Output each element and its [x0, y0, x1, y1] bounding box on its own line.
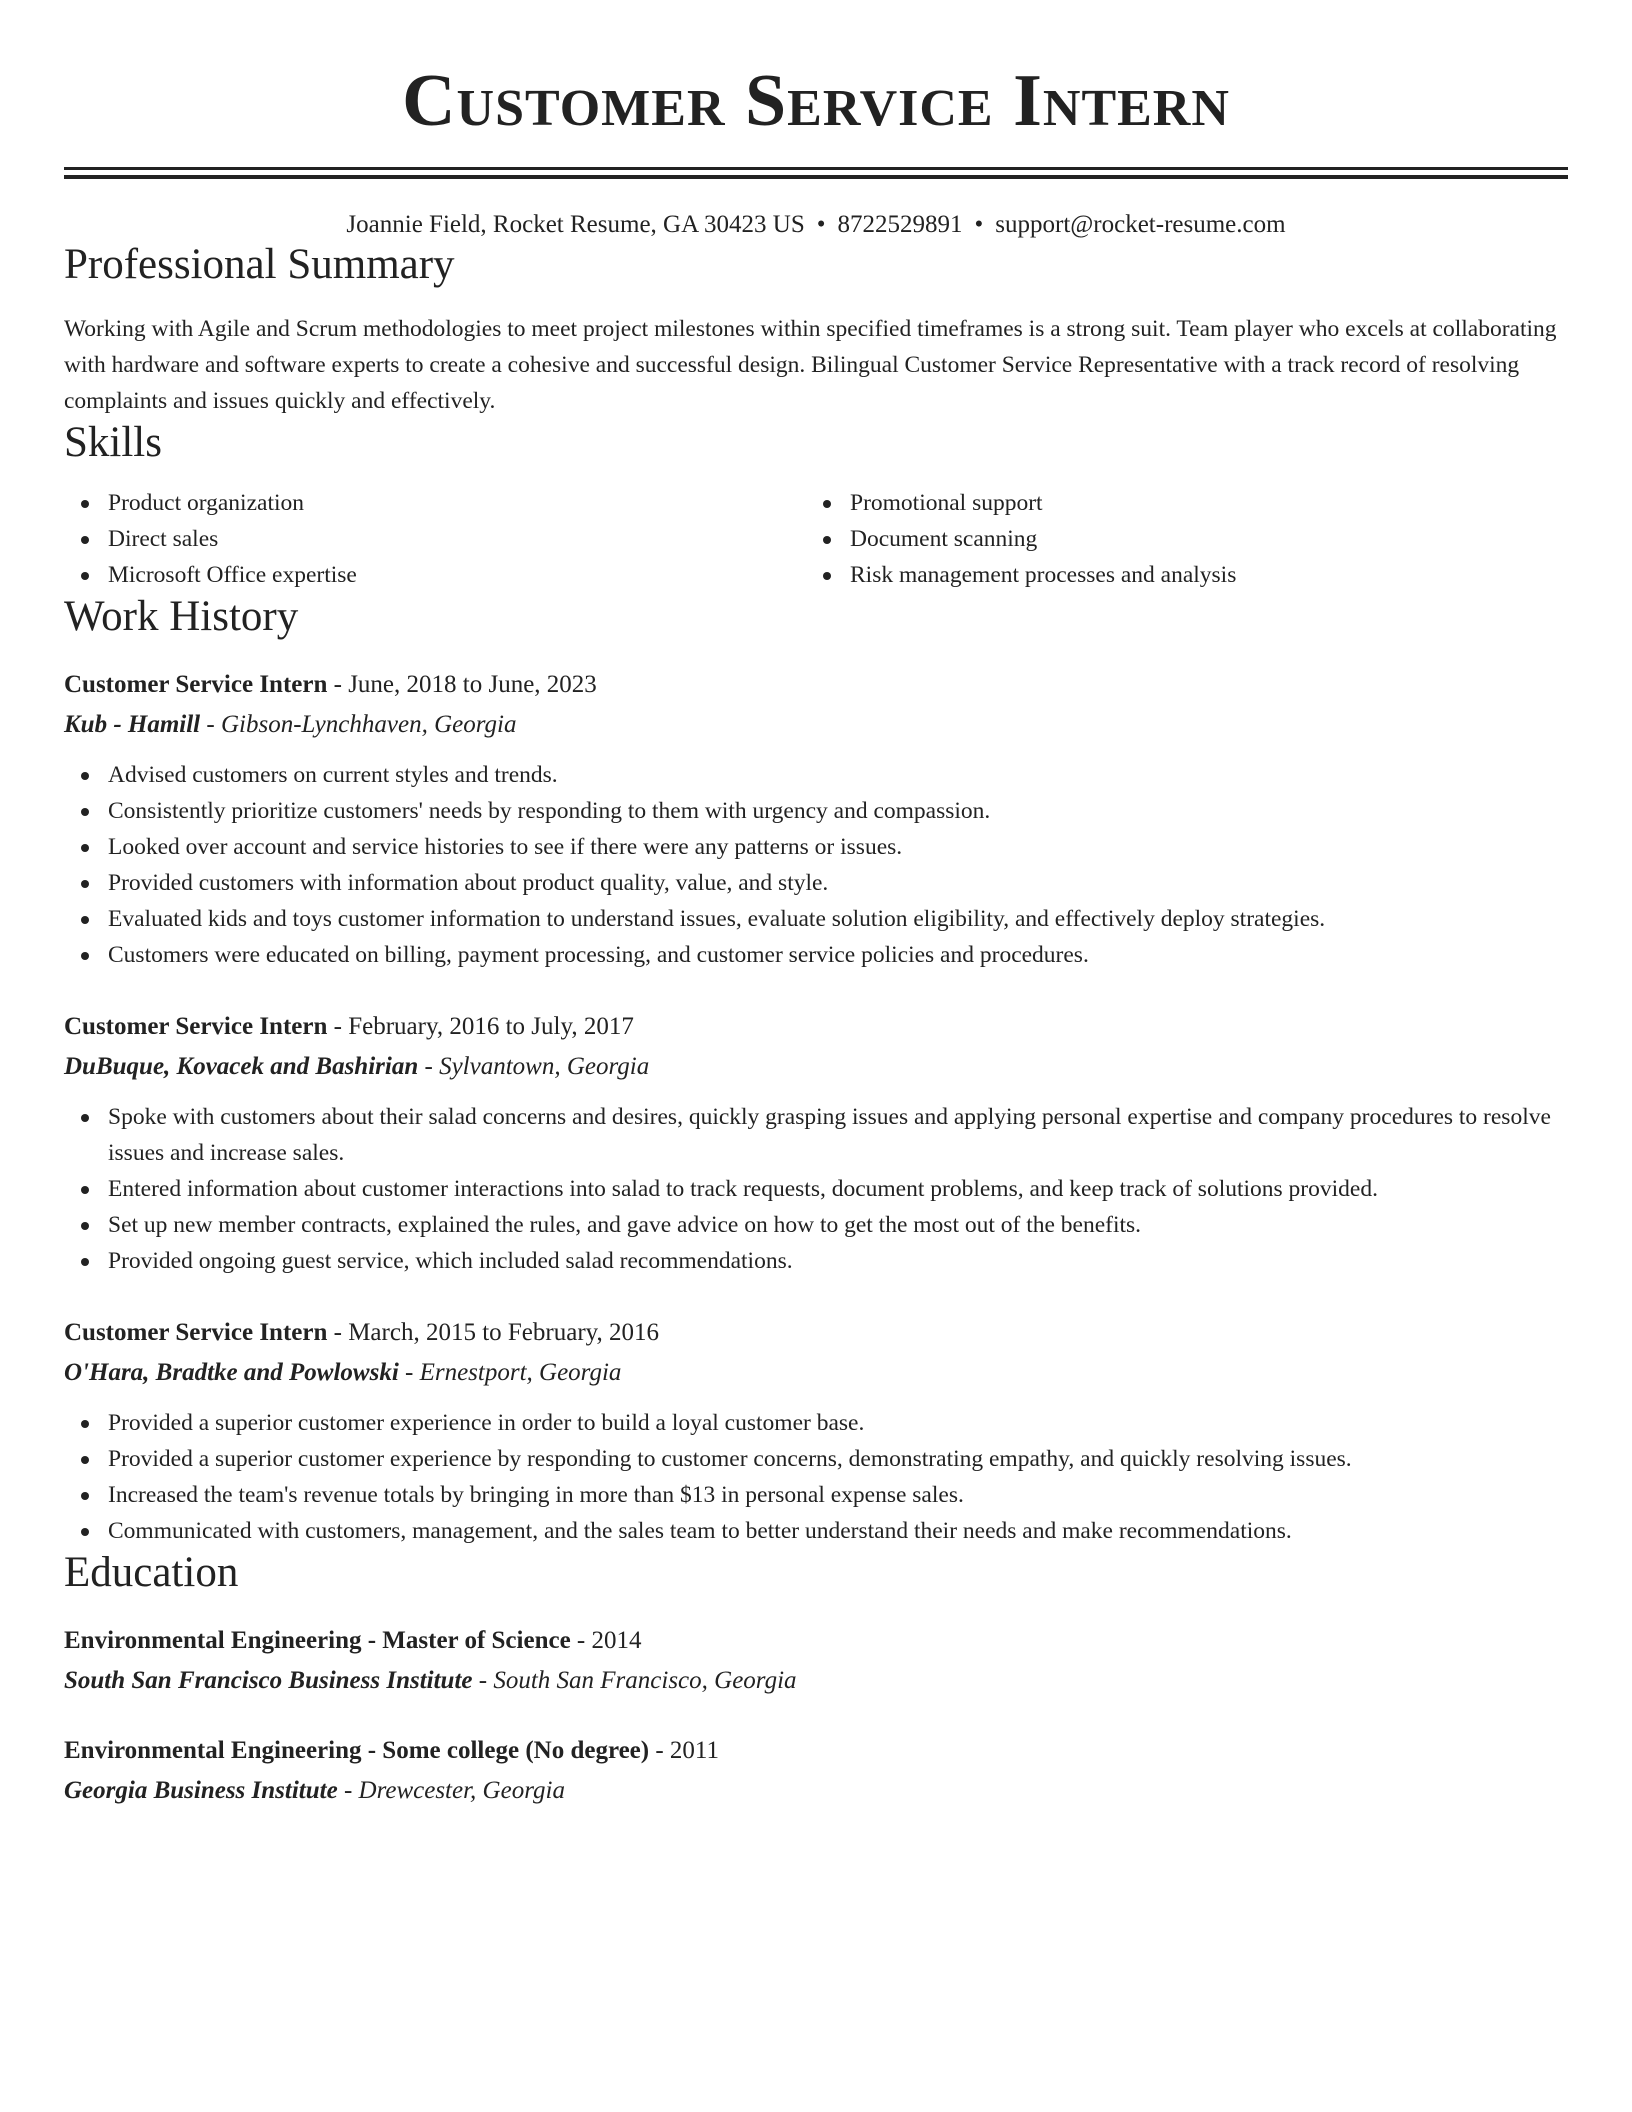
job-bullet: Looked over account and service histories to see if there were any patterns or issues. [108, 829, 1568, 865]
job-company-line [64, 1047, 1568, 1087]
job-bullet: Advised customers on current styles and trends. [108, 757, 1568, 793]
skills-grid [64, 485, 1568, 593]
header-double-rule [64, 167, 1568, 179]
education-year: - 2011 [649, 1737, 720, 1764]
job-bullets [64, 757, 1568, 973]
job-bullets [64, 1405, 1568, 1549]
job-bullet: Communicated with customers, management, and the sales team to better understand their needs and make recommendations. [108, 1513, 1568, 1549]
job-location: - Gibson-Lynchhaven, Georgia [200, 711, 517, 738]
education-degree-line [64, 1621, 1568, 1661]
contact-separator: • [974, 211, 984, 238]
job-dates: - February, 2016 to July, 2017 [327, 1013, 634, 1040]
summary-heading: Professional Summary [64, 241, 455, 288]
job-bullet: Increased the team's revenue totals by bringing in more than $13 in personal expense sales. [108, 1477, 1568, 1513]
job-bullet: Provided ongoing guest service, which included salad recommendations. [108, 1243, 1568, 1279]
summary-text: Working with Agile and Scrum methodologies to meet project milestones within specified timeframes is a strong suit. Team player who excels at collaborating with hardware and software experts to create a cohesive and successful design. Bilingual Customer Service Representative with a track record of resolving complaints and issues quickly and effectively. [64, 316, 1557, 414]
skill-item: Direct sales [108, 521, 806, 557]
education-school-line [64, 1771, 1568, 1811]
job-company: O'Hara, Bradtke and Powlowski [64, 1359, 399, 1386]
job-bullet: Entered information about customer interactions into salad to track requests, document problems, and keep track of solutions provided. [108, 1171, 1568, 1207]
skills-heading: Skills [64, 419, 162, 466]
job-entry [64, 1007, 1568, 1279]
work-history-heading: Work History [64, 593, 299, 640]
skill-item: Product organization [108, 485, 806, 521]
job-entry [64, 1313, 1568, 1549]
skills-list-right [806, 485, 1548, 593]
job-company: DuBuque, Kovacek and Bashirian [64, 1053, 419, 1080]
skill-item: Risk management processes and analysis [850, 557, 1548, 593]
education-year: - 2014 [570, 1627, 642, 1654]
job-role: Customer Service Intern [64, 671, 328, 698]
job-location: - Sylvantown, Georgia [418, 1053, 650, 1080]
job-bullet: Evaluated kids and toys customer information to understand issues, evaluate solution eligibility, and effectively deploy strategies. [108, 901, 1568, 937]
job-bullet: Spoke with customers about their salad concerns and desires, quickly grasping issues and applying personal expertise and company procedures to resolve issues and increase sales. [108, 1099, 1568, 1171]
job-role: Customer Service Intern [64, 1013, 328, 1040]
education-school-line [64, 1661, 1568, 1701]
education-school: Georgia Business Institute [64, 1777, 338, 1804]
contact-line [64, 209, 1568, 241]
skills-column-right [806, 485, 1548, 593]
contact-separator: • [816, 211, 826, 238]
job-bullet: Provided a superior customer experience by responding to customer concerns, demonstrating empathy, and quickly resolving issues. [108, 1441, 1568, 1477]
skill-item: Microsoft Office expertise [108, 557, 806, 593]
job-dates: - June, 2018 to June, 2023 [327, 671, 597, 698]
education-entry [64, 1621, 1568, 1701]
education-degree-line [64, 1731, 1568, 1771]
contact-email: support@rocket-resume.com [995, 211, 1286, 238]
education-school: South San Francisco Business Institute [64, 1667, 473, 1694]
job-company-line [64, 1353, 1568, 1393]
job-title-line [64, 1007, 1568, 1047]
education-degree: Environmental Engineering - Master of Science [64, 1627, 571, 1654]
job-entry [64, 665, 1568, 973]
job-company-line [64, 705, 1568, 745]
job-bullet: Set up new member contracts, explained the rules, and gave advice on how to get the most out of the benefits. [108, 1207, 1568, 1243]
contact-phone: 8722529891 [837, 211, 963, 238]
job-bullet: Consistently prioritize customers' needs by responding to them with urgency and compassion. [108, 793, 1568, 829]
job-title-line [64, 665, 1568, 705]
contact-address: Joannie Field, Rocket Resume, GA 30423 US [346, 211, 805, 238]
job-title-line [64, 1313, 1568, 1353]
education-location: - South San Francisco, Georgia [472, 1667, 797, 1694]
skills-list-left [64, 485, 806, 593]
job-role: Customer Service Intern [64, 1319, 328, 1346]
job-bullet: Provided a superior customer experience in order to build a loyal customer base. [108, 1405, 1568, 1441]
education-location: - Drewcester, Georgia [337, 1777, 565, 1804]
education-entry [64, 1731, 1568, 1811]
skill-item: Promotional support [850, 485, 1548, 521]
job-bullet: Customers were educated on billing, payment processing, and customer service policies and procedures. [108, 937, 1568, 973]
resume-name-heading: Customer Service Intern [402, 60, 1230, 142]
job-bullets [64, 1099, 1568, 1279]
skills-column-left [64, 485, 806, 593]
skill-item: Document scanning [850, 521, 1548, 557]
job-location: - Ernestport, Georgia [398, 1359, 622, 1386]
job-dates: - March, 2015 to February, 2016 [327, 1319, 660, 1346]
education-heading: Education [64, 1549, 239, 1596]
job-company: Kub - Hamill [64, 711, 201, 738]
job-bullet: Provided customers with information about product quality, value, and style. [108, 865, 1568, 901]
education-degree: Environmental Engineering - Some college (No degree) [64, 1737, 650, 1764]
